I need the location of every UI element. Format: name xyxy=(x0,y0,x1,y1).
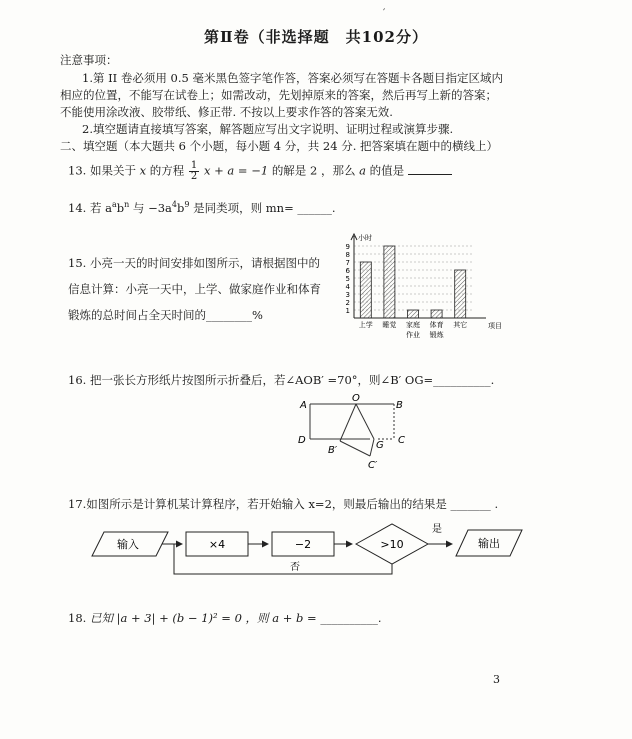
q17-flowchart xyxy=(90,518,530,580)
no-label: 否 xyxy=(290,562,300,573)
bar-4 xyxy=(431,310,442,318)
fold-line-og xyxy=(356,404,374,439)
note-1-line-3: 不能使用涂改液、胶带纸、修正带. 不按以上要求作答的答案无效. xyxy=(60,105,393,119)
q15-line-2: 信息计算：小亮一天中，上学、做家庭作业和体育 xyxy=(68,282,321,296)
y-tick-label: 1 xyxy=(345,307,350,315)
q16-fold-diagram xyxy=(292,392,422,474)
fold-bc-prime xyxy=(340,441,370,456)
x-axis-label: 项目 xyxy=(488,322,502,330)
q13-frac-den: 2 xyxy=(190,171,198,182)
y-tick-label: 7 xyxy=(345,259,350,267)
q14-sup-3: 4 xyxy=(171,200,177,209)
q14-text: 若 a xyxy=(89,200,112,215)
q14-number: 14. xyxy=(68,200,87,215)
label-B: B xyxy=(396,400,403,411)
note-1-line-1: 1.第 II 卷必须用 0.5 毫米黑色签字笔作答，答案必须写在答题卡各题目指定区域内 xyxy=(82,71,503,85)
q18-text: 已知 |a + 3| + (b − 1)² = 0 ，则 a + b = __________. xyxy=(89,611,382,625)
q14-sup-2: n xyxy=(124,200,130,209)
bar-1 xyxy=(360,262,371,318)
note-2: 2.填空题请直接填写答案，解答题应写出文字说明、证明过程或演算步骤. xyxy=(82,122,454,136)
y-axis-label: 小时 xyxy=(358,234,372,242)
y-tick-label: 3 xyxy=(345,291,350,299)
loop-back-line xyxy=(174,544,392,574)
page-number: 3 xyxy=(493,673,500,686)
q16-text: 把一张长方形纸片按图所示折叠后，若∠AOB′ =70°，则∠B′ OG=__________. xyxy=(89,373,495,387)
q15-bar-chart xyxy=(330,228,510,348)
q13-post: 的解是 2 ，那么 xyxy=(271,163,356,178)
y-tick-label: 8 xyxy=(345,251,350,259)
q13-mid: 的方程 xyxy=(149,163,185,178)
bar-5 xyxy=(455,270,466,318)
question-16 xyxy=(68,372,494,388)
q13-var-x: x xyxy=(139,163,147,178)
op2-label: −2 xyxy=(294,538,312,551)
question-15 xyxy=(68,250,321,328)
q14-b1: b xyxy=(116,200,125,215)
q13-number: 13. xyxy=(68,163,87,178)
y-tick-label: 6 xyxy=(345,267,350,275)
q13-tail: 的值是 xyxy=(369,163,405,178)
q15-line-1: 小亮一天的时间安排如图所示，请根据图中的 xyxy=(89,256,320,270)
q14-b2: b xyxy=(177,200,185,215)
condition-label: >10 xyxy=(380,538,404,551)
label-G: G xyxy=(376,440,384,451)
q14-mid: 与 −3a xyxy=(129,200,172,215)
q13-var-a: a xyxy=(359,163,366,178)
x-tick-label: 上学 xyxy=(358,321,373,329)
x-tick-label: 睡觉 xyxy=(382,321,397,329)
y-tick-label: 9 xyxy=(345,243,350,251)
q16-number: 16. xyxy=(68,373,87,387)
fold-ob-prime xyxy=(340,404,356,441)
y-tick-label: 5 xyxy=(345,275,350,283)
section-heading: 二、填空题（本大题共 6 个小题，每小题 4 分，共 24 分. 把答案填在题中的横线上） xyxy=(60,139,499,153)
question-17 xyxy=(68,496,498,512)
note-1-line-2: 相应的位置，不能写在试卷上；如需改动，先划掉原来的答案，然后再写上新的答案； xyxy=(60,88,497,102)
label-C: C xyxy=(398,435,405,446)
op1-label: ×4 xyxy=(208,538,226,551)
x-tick-label: 家庭 xyxy=(406,321,420,329)
q13-answer-blank[interactable] xyxy=(408,162,452,175)
label-A: A xyxy=(300,400,307,411)
q13-fraction xyxy=(189,161,199,182)
page-title: 第Ⅱ卷（非选择题 共102分） xyxy=(204,28,428,46)
question-18 xyxy=(68,610,381,626)
fold-cg xyxy=(370,439,374,456)
q13-equation: x + a = −1 xyxy=(203,163,269,178)
q14-sup-1: a xyxy=(111,200,117,209)
output-label: 输出 xyxy=(478,537,500,550)
q13-frac-num: 1 xyxy=(190,160,198,171)
q17-number: 17. xyxy=(68,497,87,511)
x-tick-sublabel: 锻炼 xyxy=(429,331,444,339)
input-label: 输入 xyxy=(117,538,139,551)
y-tick-label: 2 xyxy=(345,299,350,307)
label-O: O xyxy=(352,393,360,404)
q13-pre: 如果关于 xyxy=(89,163,136,178)
label-B-prime: B′ xyxy=(328,445,338,456)
yes-label: 是 xyxy=(432,524,442,535)
bar-2 xyxy=(384,246,395,318)
q15-line-3: 锻炼的总时间占全天时间的________% xyxy=(68,308,263,322)
q18-number: 18. xyxy=(68,611,87,625)
label-D: D xyxy=(298,435,306,446)
x-tick-label: 体育 xyxy=(429,321,444,329)
y-tick-label: 4 xyxy=(345,283,350,291)
q17-text: 如图所示是计算机某计算程序，若开始输入 x=2，则最后输出的结果是 _______ . xyxy=(86,497,499,511)
q14-sup-4: 9 xyxy=(184,200,190,209)
bar-3 xyxy=(408,310,419,318)
q15-number: 15. xyxy=(68,256,87,270)
notes-heading: 注意事项： xyxy=(60,53,118,67)
question-14 xyxy=(68,197,336,216)
q14-tail: 是同类项，则 mn= ______. xyxy=(189,200,336,215)
x-tick-sublabel: 作业 xyxy=(406,331,420,339)
x-tick-label: 其它 xyxy=(453,321,468,329)
stray-mark: ′ xyxy=(383,8,386,19)
question-13 xyxy=(68,161,452,182)
label-C-prime: C′ xyxy=(368,460,378,471)
